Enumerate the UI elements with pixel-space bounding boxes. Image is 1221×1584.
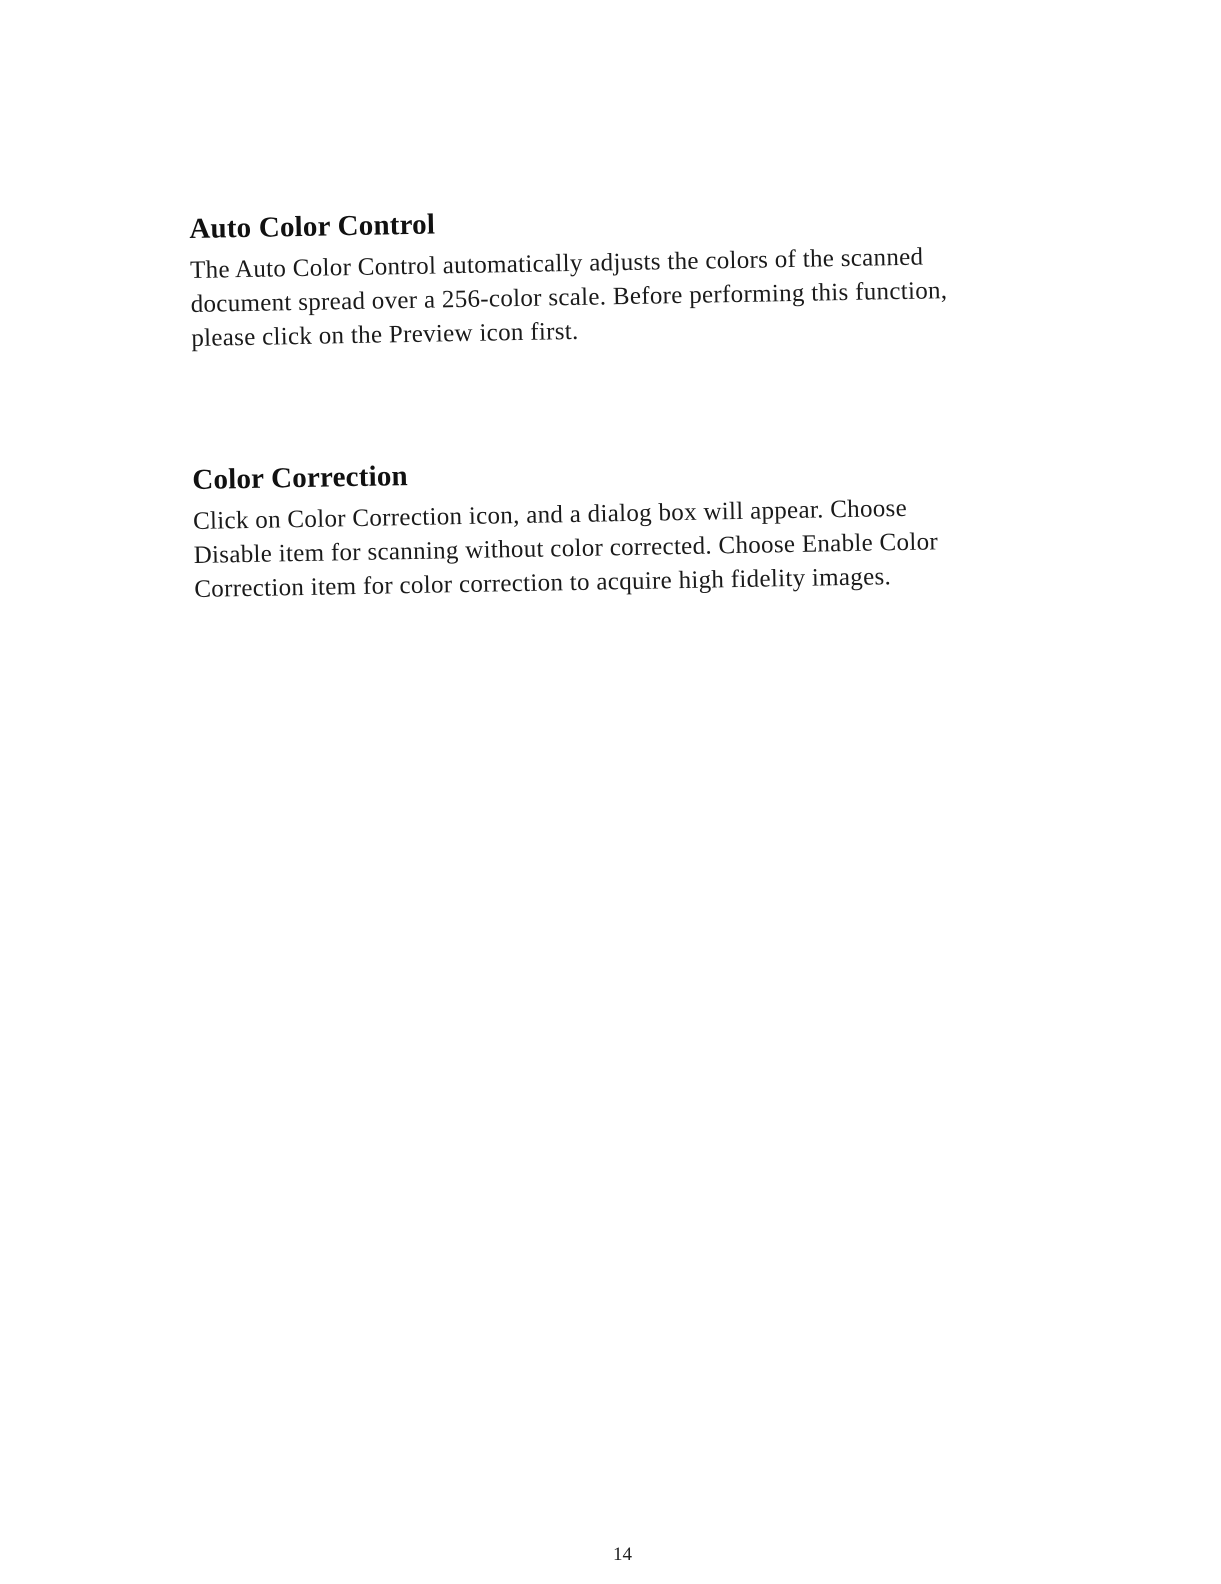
body-line: Disable item for scanning without color corrected. Choose Enable Color bbox=[193, 528, 939, 569]
body-line: Correction item for color correction to acquire high fidelity images. bbox=[194, 563, 892, 603]
body-line: please click on the Preview icon first. bbox=[191, 317, 579, 352]
section-auto-color-control bbox=[189, 197, 1031, 356]
page-number: 14 bbox=[613, 1544, 632, 1565]
section-heading: Color Correction bbox=[192, 460, 409, 496]
body-line: Click on Color Correction icon, and a dialog box will appear. Choose bbox=[192, 494, 908, 535]
body-line: The Auto Color Control automatically adjusts the colors of the scanned bbox=[189, 243, 924, 284]
section-body bbox=[190, 239, 1032, 356]
section-color-correction bbox=[192, 448, 1034, 607]
body-line: document spread over a 256-color scale. Before performing this function, bbox=[190, 277, 948, 318]
section-body bbox=[193, 490, 1035, 607]
section-heading: Auto Color Control bbox=[189, 208, 436, 245]
